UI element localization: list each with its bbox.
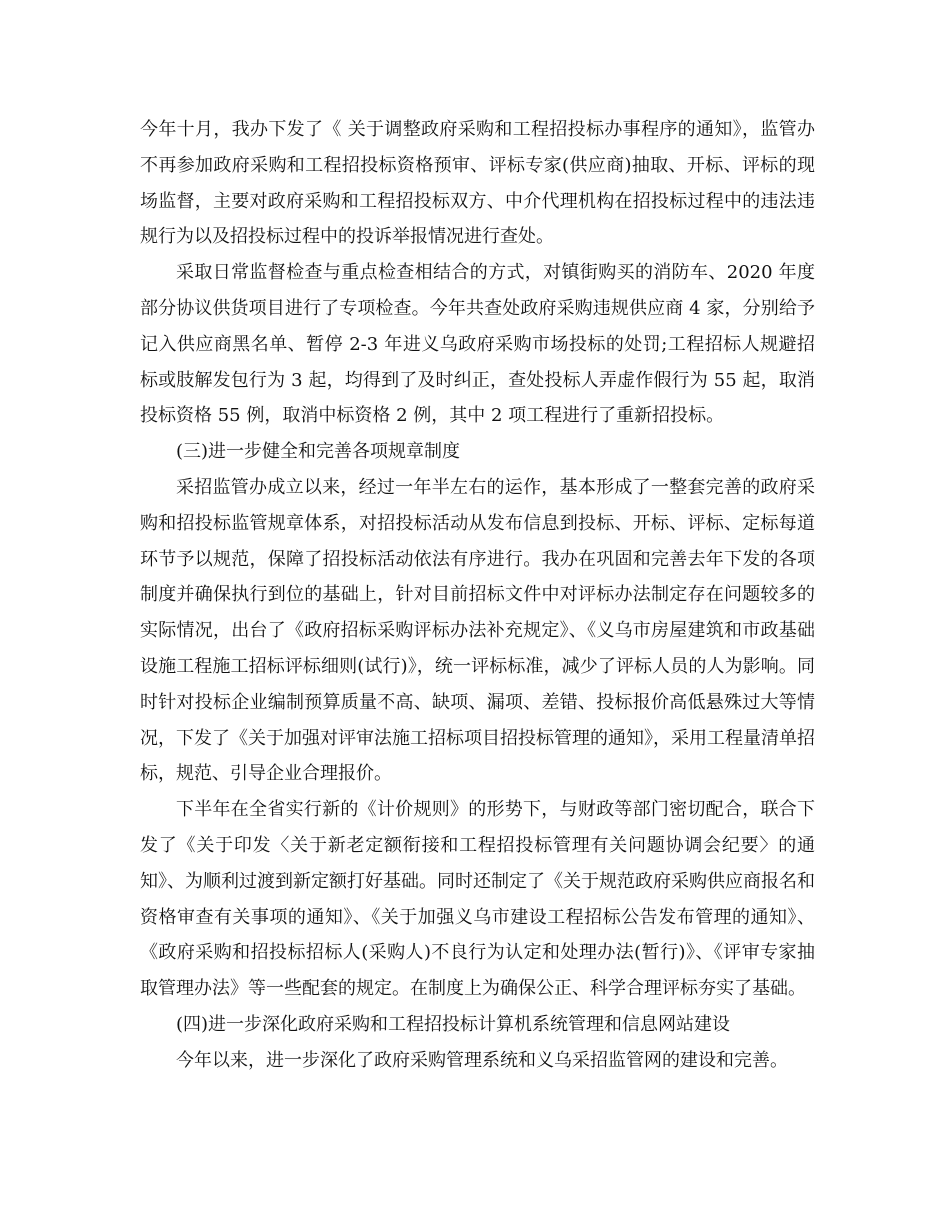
section-heading-3: (三)进一步健全和完善各项规章制度 (176, 441, 461, 463)
paragraph-4: 下半年在全省实行新的《计价规则》的形势下，与财政等部门密切配合，联合下发了《关于印发〈关于新老定额衔接和工程招投标管理有关问题协调会纪要〉的通知》、为顺利过渡到新定额打好基础。同时还制定了《关于规范政府采购供应商报名和资格审查有关事项的通知》、《关于加强义乌市建设工程招标公告发布管理的通知》、《政府采购和招投标招标人(采购人)不良行为认定和处理办法(暂行)》、《评审专家抽取管理办法》等一些配套的规定。在制度上为确保公正、科学合理评标夯实了基础。 (140, 799, 815, 1000)
document-body (140, 112, 815, 1079)
paragraph-1: 今年十月，我办下发了《 关于调整政府采购和工程招投标办事程序的通知》，监管办不再参加政府采购和工程招投标资格预审、评标专家(供应商)抽取、开标、评标的现场监督，主要对政府采购和工程招投标双方、中介代理机构在招投标过程中的违法违规行为以及招投标过程中的投诉举报情况进行查处。 (140, 119, 815, 248)
paragraph-2: 采取日常监督检查与重点检查相结合的方式，对镇街购买的消防车、2020 年度部分协议供货项目进行了专项检查。今年共查处政府采购违规供应商 4 家，分别给予记入供应商黑名单、暂停 2-3 年进义乌政府采购市场投标的处罚;工程招标人规避招标或肢解发包行为 3 起，均得到了及时纠正，查处投标人弄虚作假行为 55 起，取消投标资格 55 例，取消中标资格 2 例，其中 2 项工程进行了重新招投标。 (140, 262, 815, 427)
paragraph-5: 今年以来，进一步深化了政府采购管理系统和义乌采招监管网的建设和完善。 (176, 1049, 788, 1071)
paragraph-3: 采招监管办成立以来，经过一年半左右的运作，基本形成了一整套完善的政府采购和招投标监管规章体系，对招投标活动从发布信息到投标、开标、评标、定标每道环节予以规范，保障了招投标活动依法有序进行。我办在巩固和完善去年下发的各项制度并确保执行到位的基础上，针对目前招标文件中对评标办法制定存在问题较多的实际情况，出台了《政府招标采购评标办法补充规定》、《义乌市房屋建筑和市政基础设施工程施工招标评标细则(试行)》，统一评标标准，减少了评标人员的人为影响。同时针对投标企业编制预算质量不高、缺项、漏项、差错、投标报价高低悬殊过大等情况，下发了《关于加强对评审法施工招标项目招投标管理的通知》，采用工程量清单招标，规范、引导企业合理报价。 (140, 476, 815, 785)
section-heading-4: (四)进一步深化政府采购和工程招投标计算机系统管理和信息网站建设 (176, 1013, 731, 1035)
